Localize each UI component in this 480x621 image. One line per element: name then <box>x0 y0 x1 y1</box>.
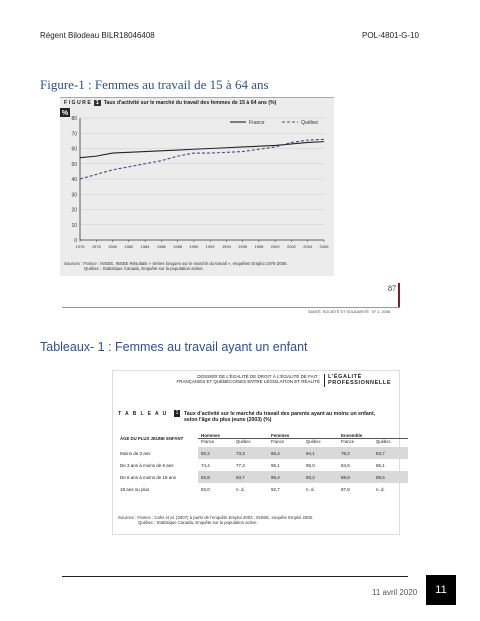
dossier-divider <box>324 374 325 387</box>
footer-rule <box>62 576 408 577</box>
footer-page-number: 11 <box>426 575 456 605</box>
y-axis-label: % <box>61 110 69 117</box>
x-tick-label: 2002 <box>287 244 296 249</box>
x-tick-label: 1982 <box>124 244 134 249</box>
row-label: De 3 ans à moins de 6 ans <box>120 462 174 468</box>
table-cell: n. d. <box>236 486 245 492</box>
table-cell: 77,3 <box>236 462 245 468</box>
x-tick-label: 1998 <box>254 244 264 249</box>
table-source-2: Québec : Statistique Canada, Enquête sur la population active. <box>138 520 258 525</box>
y-tick-label: 70 <box>71 131 77 138</box>
subheader: Québec <box>306 439 321 444</box>
journal-page-number: 87 <box>388 284 396 293</box>
table-row <box>118 471 408 483</box>
table-cell: 88,5 <box>373 471 408 483</box>
y-tick-label: 30 <box>71 192 77 199</box>
subheader: Québec <box>376 439 391 444</box>
group-header-femmes: Femmes <box>268 430 338 439</box>
legend-label: France <box>249 120 265 126</box>
figure-title: Taux d'activité sur le marché du travail des femmes de 15 à 64 ans (%) <box>103 100 277 106</box>
table-label: T A B L E A U <box>118 411 168 417</box>
figure-label: F I G U R E <box>64 100 91 106</box>
table-row <box>118 483 408 495</box>
journal-title: SANTÉ, SOCIÉTÉ ET SOLIDARITÉ <box>308 310 369 314</box>
y-tick-label: 80 <box>71 116 77 122</box>
table-title: Taux d'activité sur le marché du travail des parents ayant au moins un enfant, selon l'âge du plus jeune (2003) (%) <box>184 411 376 424</box>
row-header: ÂGE DU PLUS JEUNE ENFANT <box>120 436 184 441</box>
legend-label: Québec <box>301 120 319 126</box>
x-tick-label: 2004 <box>303 244 313 249</box>
table-cell: 95,0 <box>306 462 315 468</box>
figure-heading <box>64 100 276 106</box>
table-cell: 83,7 <box>233 471 268 483</box>
data-table <box>118 430 408 495</box>
x-tick-label: 2000 <box>270 244 280 249</box>
figure-number-badge: 1 <box>95 100 99 106</box>
table-caption: Tableaux- 1 : Femmes au travail ayant un enfant <box>40 340 308 354</box>
table-cell: 92,7 <box>271 486 280 492</box>
y-tick-label: 50 <box>71 161 77 168</box>
line-chart <box>60 108 334 258</box>
dossier-line-1: DOSSIER DE L'ÉGALITÉ DE DROIT À L'ÉGALITÉ DE FAIT : <box>197 374 320 379</box>
table-cell: 87,8 <box>341 486 350 492</box>
table-row <box>118 447 408 459</box>
group-header-hommes: Hommes <box>198 430 268 439</box>
x-tick-label: 1988 <box>173 244 183 249</box>
y-tick-label: 0 <box>74 238 77 244</box>
table-cell: 92,2 <box>198 447 233 459</box>
journal-accent-bar <box>398 283 400 307</box>
table-cell: 66,4 <box>268 447 303 459</box>
table-cell: n. d. <box>376 486 385 492</box>
footer-date: 11 avril 2020 <box>372 588 418 597</box>
dossier-heading <box>160 374 320 384</box>
brand-line-2: PROFESSIONNELLE <box>328 380 392 386</box>
figure-caption: Figure-1 : Femmes au travail de 15 à 64 ans <box>40 77 269 92</box>
brand-heading <box>328 374 391 386</box>
y-tick-label: 40 <box>71 177 77 183</box>
table-cell: 78,2 <box>338 447 373 459</box>
header-author-id: Régent Bilodeau BILR18046408 <box>40 31 155 40</box>
subheader: Québec <box>236 439 251 444</box>
subheader: France <box>271 439 285 444</box>
y-tick-label: 60 <box>71 146 77 153</box>
series-line-qubec <box>80 139 324 179</box>
x-tick-label: 1976 <box>75 244 85 249</box>
table-cell: 83,0 <box>201 486 210 492</box>
y-tick-label: 10 <box>71 222 77 229</box>
table-cell: 96,1 <box>271 462 280 468</box>
journal-issue: N° 1, 2008 <box>372 310 390 314</box>
table-cell: 73,3 <box>233 447 268 459</box>
journal-rule <box>62 307 400 308</box>
header-course-code: POL-4801-G-10 <box>362 31 419 40</box>
x-tick-label: 1992 <box>205 244 215 249</box>
x-tick-label: 1994 <box>221 244 231 249</box>
x-tick-label: 2006 <box>319 244 329 249</box>
y-tick-label: 20 <box>71 207 77 214</box>
x-tick-label: 1980 <box>108 244 117 249</box>
subheader: France <box>201 439 215 444</box>
row-label: Moins de 3 ans <box>120 450 151 456</box>
group-header-ensemble: Ensemble <box>338 430 408 439</box>
table-cell: 96,4 <box>268 471 303 483</box>
row-label: De 6 ans à moins de 18 ans <box>120 474 177 480</box>
table-number-badge: 1 <box>175 410 179 416</box>
x-tick-label: 1978 <box>91 244 101 249</box>
table-cell: 93,2 <box>303 471 338 483</box>
row-label: 18 ans ou plus <box>120 486 150 492</box>
table-cell: 84,6 <box>341 462 350 468</box>
brand-line-1: L'ÉGALITÉ <box>328 374 362 380</box>
table-cell: 82,8 <box>198 471 233 483</box>
figure-source-1: Sources : France : INSEE, INSEE Résultats « Séries longues sur le marché du travail », enquêtes Emploi 1975-2006. <box>64 261 288 266</box>
x-tick-label: 1990 <box>189 244 199 249</box>
table-cell: 83,7 <box>373 447 408 459</box>
x-tick-label: 1984 <box>140 244 150 249</box>
table-cell: 94,1 <box>303 447 338 459</box>
table-cell: 88,8 <box>338 471 373 483</box>
dossier-line-2: FRANÇAISES ET QUÉBÉCOISES ENTRE LÉGISLATION ET RÉALITÉ <box>176 379 320 384</box>
x-tick-label: 1986 <box>156 244 166 249</box>
table-row <box>118 459 408 471</box>
table-cell: n. d. <box>306 486 315 492</box>
x-tick-label: 1996 <box>238 244 248 249</box>
table-cell: 86,1 <box>376 462 385 468</box>
figure-source-2: Québec : Statistique Canada, Enquête sur la population active. <box>84 266 204 271</box>
table-source-1: Sources : France : Cahs et al. (2007) à partir de l'enquête Emploi 2003 ; INSEE, enquête Emploi 2005. <box>118 515 314 520</box>
table-cell: 74,4 <box>201 462 210 468</box>
subheader: France <box>341 439 355 444</box>
